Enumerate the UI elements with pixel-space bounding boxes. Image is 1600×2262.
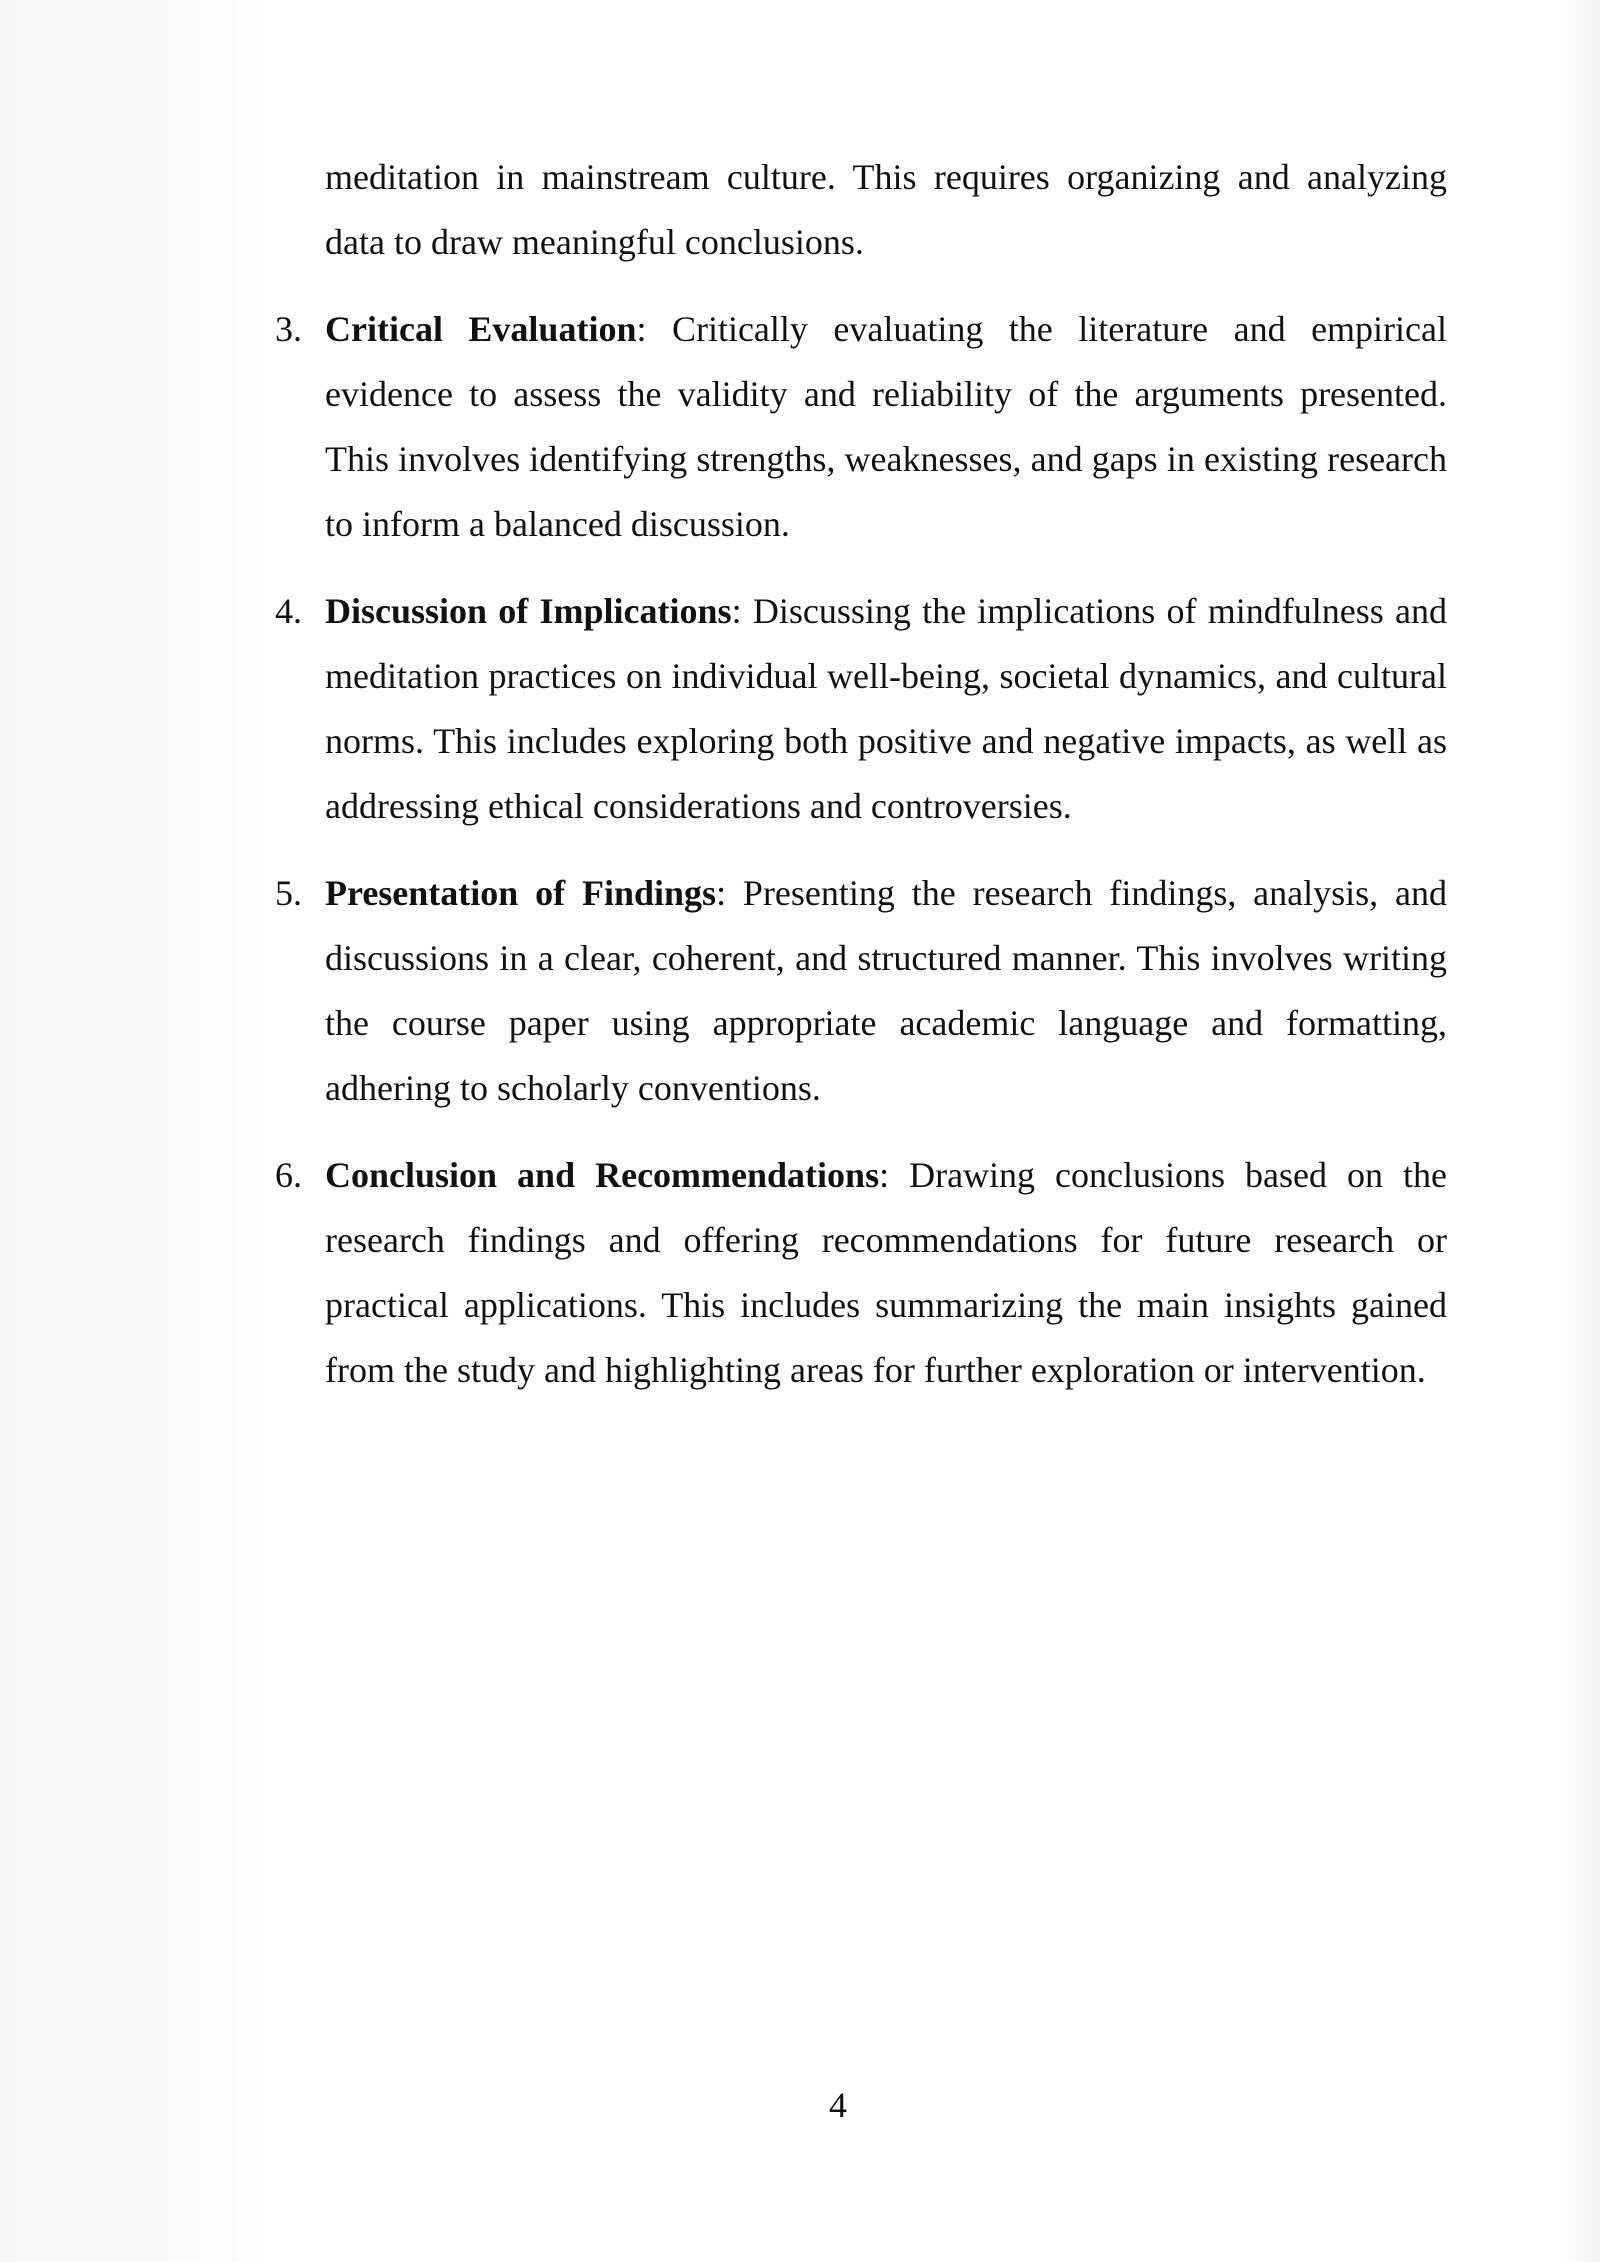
list-item-separator: : — [731, 591, 742, 631]
numbered-list — [275, 297, 1448, 1403]
list-item-separator: : — [879, 1155, 890, 1195]
list-item-conclusion-and-recommendations — [275, 1143, 1447, 1403]
list-item-term: Discussion of Implications — [325, 591, 732, 631]
list-item-text: Presenting the research findings, analysis, and discussions in a clear, coherent, and structured manner. This involves writing the course paper using appropriate academic language and formatting, adhering to scholarly conventions. — [325, 873, 1447, 1108]
continuation-paragraph: meditation in mainstream culture. This requires organizing and analyzing data to draw meaningful conclusions. — [325, 157, 1447, 262]
left-margin-shade — [0, 0, 270, 2262]
list-item-text: Critically evaluating the literature and empirical evidence to assess the validity and reliability of the arguments presented. This involves identifying strengths, weaknesses, and gaps in existing research to inform a balanced discussion. — [325, 309, 1448, 544]
list-item-number: 6. — [275, 1155, 302, 1195]
list-item-text: Discussing the implications of mindfulness and meditation practices on individual well-being, societal dynamics, and cultural norms. This includes exploring both positive and negative impacts, as well as addressing ethical considerations and controversies. — [325, 591, 1447, 826]
list-item-separator: : — [636, 309, 647, 349]
list-item-text: Drawing conclusions based on the research findings and offering recommendations for future research or practical applications. This includes summarizing the main insights gained from the study and highlighting areas for further exploration or intervention. — [325, 1155, 1447, 1390]
list-item-term: Presentation of Findings — [325, 873, 717, 913]
list-item-term: Critical Evaluation — [325, 309, 637, 349]
list-item-separator: : — [716, 873, 727, 913]
list-item-discussion-of-implications — [275, 579, 1447, 839]
list-item-number: 4. — [275, 591, 302, 631]
right-margin-shade — [1560, 0, 1600, 2262]
body-text — [275, 145, 1448, 1425]
list-item-presentation-of-findings — [275, 861, 1447, 1121]
page-number: 4 — [829, 2085, 847, 2125]
list-item-number: 5. — [275, 873, 302, 913]
list-item-number: 3. — [275, 309, 302, 349]
list-item-critical-evaluation — [275, 297, 1448, 557]
list-item-term: Conclusion and Recommendations — [325, 1155, 880, 1195]
